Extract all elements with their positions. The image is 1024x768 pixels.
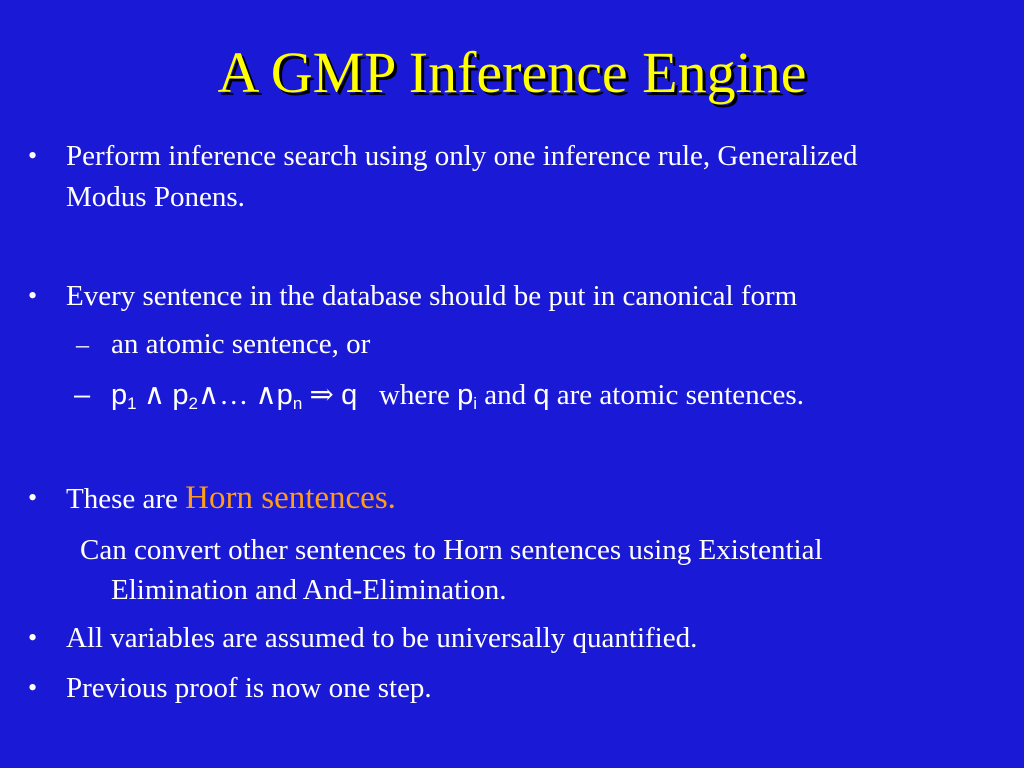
formula-where: where <box>378 379 450 411</box>
bullet-1-line-1: Perform inference search using only one inference rule, Generalized <box>66 140 858 172</box>
bullet-1-line-2: Modus Ponens. <box>66 181 245 213</box>
horn-sentences-highlight: Horn sentences. <box>185 480 396 516</box>
bullet-2-text: Every sentence in the database should be put in canonical form <box>66 280 798 312</box>
bullet-3-text <box>66 478 396 519</box>
formula-pn: $p_n$ <box>276 379 303 413</box>
formula-and-word: and <box>484 379 527 411</box>
formula-pi: $p_i$ <box>457 379 477 413</box>
bullet-marker: • <box>28 673 38 702</box>
slide-title: A GMP Inference Engine <box>217 40 807 105</box>
bullet-4-text: All variables are assumed to be universally quantified. <box>66 622 698 654</box>
and-symbol: ∧ <box>197 379 220 411</box>
bullet-3-continuation-line-1: Can convert other sentences to Horn sentences using Existential <box>80 534 823 566</box>
bullet-marker: • <box>28 141 38 170</box>
formula-p1: $p_1$ <box>111 379 137 413</box>
bullet-5-text: Previous proof is now one step. <box>66 672 432 704</box>
formula-q: q <box>341 379 358 411</box>
subitem-1-text: an atomic sentence, or <box>111 328 371 360</box>
ellipsis: … <box>219 379 249 411</box>
subitem-2-formula <box>111 375 804 415</box>
and-symbol: ∧ <box>255 379 277 411</box>
formula-p2: $p_2$ <box>172 379 198 413</box>
implies-symbol: ⇒ <box>309 379 334 411</box>
and-symbol: ∧ <box>143 379 166 411</box>
formula-q-2: q <box>533 379 550 411</box>
bullet-3-continuation-line-2: Elimination and And-Elimination. <box>111 574 507 606</box>
bullet-marker: • <box>28 483 38 512</box>
bullet-marker: • <box>28 623 38 652</box>
formula-tail: are atomic sentences. <box>556 379 804 411</box>
bullet-marker: • <box>28 281 38 310</box>
subitem-dash: – <box>76 330 89 359</box>
subitem-dash: – <box>74 379 91 411</box>
bullet-3-prefix: These are <box>66 483 178 515</box>
